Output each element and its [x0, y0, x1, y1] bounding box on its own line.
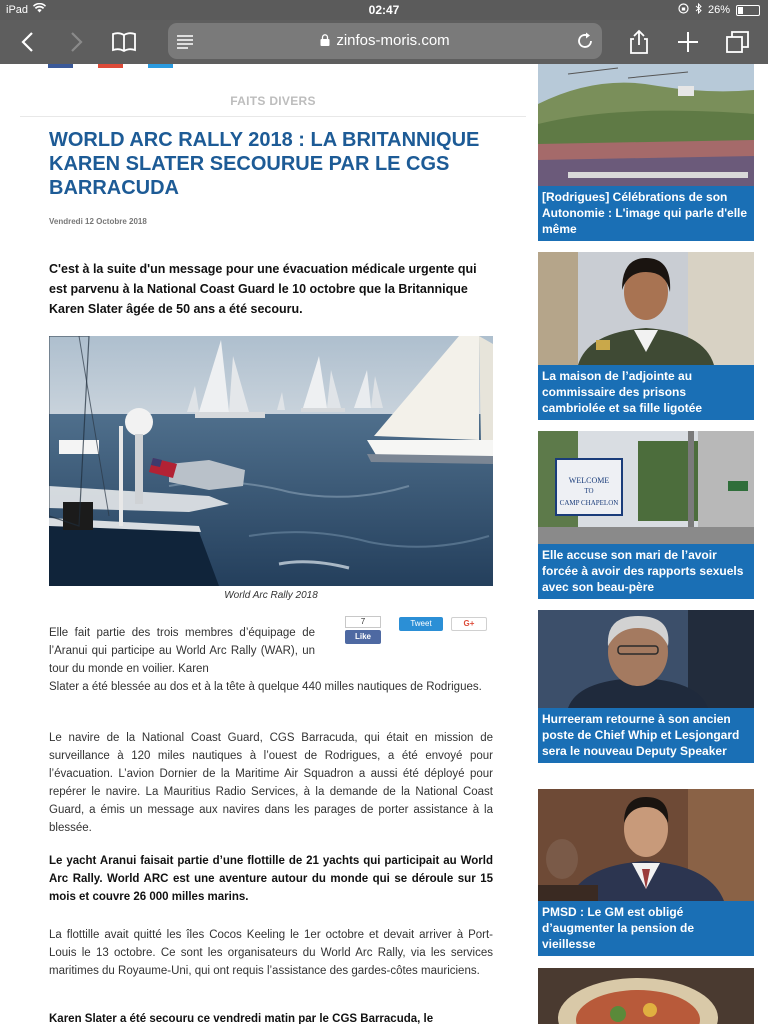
related-article-card[interactable]	[538, 431, 754, 599]
sign-text: WELCOME	[568, 476, 610, 485]
sign-text: TO	[584, 487, 594, 495]
article-thumbnail	[538, 252, 754, 365]
chevron-right-icon[interactable]	[62, 28, 90, 56]
chevron-left-icon[interactable]	[14, 28, 42, 56]
address-bar[interactable]	[168, 23, 602, 59]
article-thumbnail	[538, 968, 754, 1024]
status-bar	[0, 0, 768, 20]
related-article-card[interactable]	[538, 64, 754, 241]
facebook-share-button[interactable]	[48, 64, 73, 68]
related-article-card[interactable]	[538, 252, 754, 420]
tweet-button[interactable]: Tweet	[399, 617, 443, 631]
article-link-title[interactable]: PMSD : Le GM est obligé d’augmenter la pension de vieillesse	[542, 905, 695, 951]
like-count: 7	[345, 616, 381, 628]
article-link-title[interactable]: La maison de l’adjointe au commissaire des prisons cambriolée et sa fille ligotée	[542, 369, 703, 415]
image-caption: World Arc Rally 2018	[224, 590, 318, 601]
orientation-lock-icon	[678, 3, 689, 17]
lock-icon	[320, 33, 330, 45]
category-label[interactable]: FAITS DIVERS	[230, 94, 316, 108]
paragraph-text-part: Elle fait partie des trois membres d’équipage de l’Aranui qui participe au World Arc Rally (WAR), un tour du monde en voilier. Karen	[49, 627, 315, 675]
article-paragraph: Le yacht Aranui faisait partie d’une flottille de 21 yachts qui participait au World Arc Rally. World ARC est une aventure autour du monde qui se déroule sur 15 mois et couvre 26 000 milles marins.	[49, 855, 493, 903]
article-thumbnail	[538, 64, 754, 186]
plus-icon[interactable]	[674, 28, 702, 56]
battery-icon	[736, 5, 760, 16]
related-article-card[interactable]	[538, 968, 754, 1024]
article-link-title[interactable]: Elle accuse son mari de l’avoir forcée à avoir des rapports sexuels avec son beau-père	[542, 548, 744, 594]
article-link-title[interactable]: Hurreeram retourne à son ancien poste de Chief Whip et Lesjongard sera le nouveau Deputy Speaker	[542, 712, 740, 758]
article-link-title[interactable]: [Rodrigues] Célébrations de son Autonomie : L'image qui parle d'elle même	[542, 190, 748, 236]
article-date: Vendredi 12 Octobre 2018	[49, 217, 147, 226]
twitter-share-button[interactable]	[148, 64, 173, 68]
tabs-icon[interactable]	[724, 28, 752, 56]
book-icon[interactable]	[110, 28, 138, 56]
article-paragraph: Le navire de la National Coast Guard, CGS Barracuda, qui était en mission de surveillance à 120 miles nautiques à l’ouest de Rodrigues, a été envoyé pour l’évacuation. L’avion Dornier de la Maritime Air Squadron a aussi été déployé pour repérer le navire. La Mauritius Radio Services, à la demande de la National Coast Guard, a émis un message aux navires dans les parages de porter assistance à la blessée.	[49, 732, 493, 834]
paragraph-text-part: Slater a été blessée au dos et à la tête à quelque 440 milles nautiques de Rodrigues.	[49, 681, 482, 693]
article-thumbnail	[538, 789, 754, 901]
reload-icon[interactable]	[574, 30, 596, 52]
google-plus-button[interactable]: G+	[451, 617, 487, 631]
share-buttons-strip	[48, 64, 178, 68]
bluetooth-icon	[695, 3, 702, 17]
like-button[interactable]: Like	[345, 630, 381, 644]
web-page	[0, 64, 768, 1024]
article-paragraph	[49, 624, 493, 696]
related-article-card[interactable]	[538, 610, 754, 763]
browser-toolbar	[0, 20, 768, 64]
sign-text: CAMP CHAPELON	[559, 499, 619, 507]
article-paragraph: La flottille avait quitté les îles Cocos Keeling le 1er octobre et devait arriver à Port-Louis le 13 octobre. Ce sont les organisateurs du World Arc Rally, via les services maritimes du Royaume-Uni, qui ont requis l’assistance des gardes-côtes mauriciens.	[49, 929, 493, 977]
article-photo[interactable]	[49, 336, 493, 586]
battery-percent: 26%	[707, 4, 730, 16]
article-thumbnail	[538, 610, 754, 708]
share-icon[interactable]	[625, 28, 653, 56]
article-thumbnail	[538, 431, 754, 544]
url-text: zinfos-moris.com	[336, 32, 450, 49]
clock: 02:47	[368, 3, 400, 17]
article-lead: C'est à la suite d'un message pour une évacuation médicale urgente qui est parvenu à la National Coast Guard le 10 octobre que la Britannique Karen Slater âgée de 50 ans a été secouru.	[49, 262, 477, 316]
google-share-button[interactable]	[98, 64, 123, 68]
divider	[20, 116, 526, 117]
related-article-card[interactable]	[538, 789, 754, 956]
article-paragraph: Karen Slater a été secouru ce vendredi matin par le CGS Barracuda, le	[49, 1013, 434, 1024]
device-name: iPad	[6, 3, 29, 16]
article-title: WORLD ARC RALLY 2018 : LA BRITANNIQUE KAREN SLATER SECOURUE PAR LE CGS BARRACUDA	[49, 129, 480, 199]
